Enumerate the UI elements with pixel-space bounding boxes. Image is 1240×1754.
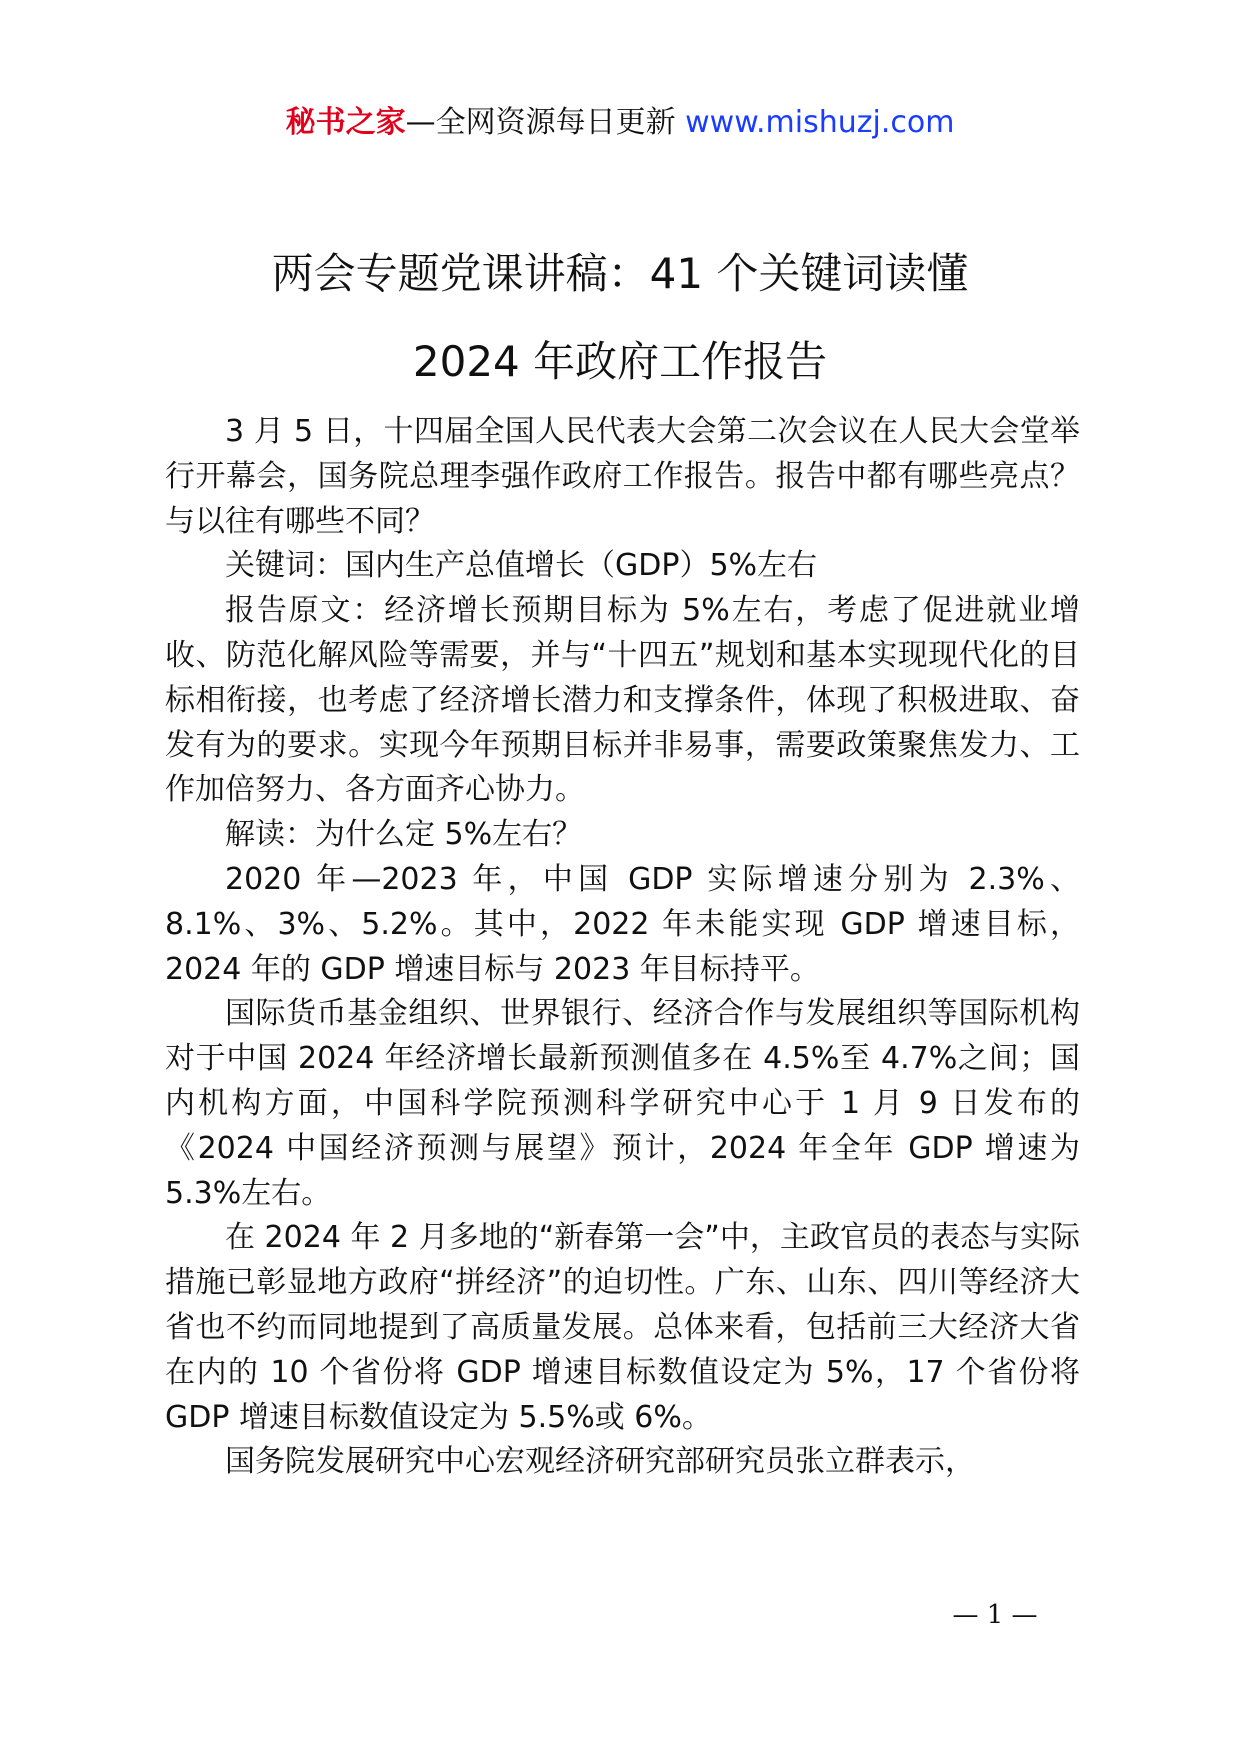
- paragraph: 国际货币基金组织、世界银行、经济合作与发展组织等国际机构对于中国 2024 年经济增长最新预测值多在 4.5%至 4.7%之间；国内机构方面，中国科学院预测科学研究中心于 1 月 9 日发布的《2024 中国经济预测与展望》预计，2024 年全年 GDP 增速为 5.3%左右。: [165, 996, 1080, 1211]
- document-body: [165, 410, 1080, 1485]
- page-number: — 1 —: [952, 1600, 1038, 1630]
- paragraph: 国务院发展研究中心宏观经济研究部研究员张立群表示，: [225, 1444, 975, 1480]
- header-tagline: —全网资源每日更新: [405, 105, 686, 140]
- document-title-line-2: 2024 年政府工作报告: [412, 337, 828, 386]
- paragraph: 报告原文：经济增长预期目标为 5%左右，考虑了促进就业增收、防范化解风险等需要，并与“十四五”规划和基本实现现代化的目标相衔接，也考虑了经济增长潜力和支撑条件，体现了积极进取、奋发有为的要求。实现今年预期目标并非易事，需要政策聚焦发力、工作加倍努力、各方面齐心协力。: [165, 593, 1080, 808]
- document-title-line-1: 两会专题党课讲稿：41 个关键词读懂: [271, 249, 969, 298]
- paragraph: 解读：为什么定 5%左右？: [225, 817, 583, 853]
- paragraph: 2020 年—2023 年，中国 GDP 实际增速分别为 2.3%、8.1%、3%、5.2%。其中，2022 年未能实现 GDP 增速目标，2024 年的 GDP 增速目标与 2023 年目标持平。: [165, 861, 1080, 987]
- website-link[interactable]: www.mishuzj.com: [685, 105, 955, 140]
- paragraph: 3 月 5 日，十四届全国人民代表大会第二次会议在人民大会堂举行开幕会，国务院总理李强作政府工作报告。报告中都有哪些亮点？与以往有哪些不同？: [165, 414, 1080, 539]
- page-header: [0, 103, 1240, 143]
- brand-name: 秘书之家: [285, 105, 406, 140]
- paragraph: 在 2024 年 2 月多地的“新春第一会”中，主政官员的表态与实际措施已彰显地方政府“拼经济”的迫切性。广东、山东、四川等经济大省也不约而同地提到了高质量发展。总体来看，包括前三大经济大省在内的 10 个省份将 GDP 增速目标数值设定为 5%，17 个省份将 GDP 增速目标数值设定为 5.5%或 6%。: [165, 1220, 1080, 1435]
- paragraph: 关键词：国内生产总值增长（GDP）5%左右: [225, 548, 818, 584]
